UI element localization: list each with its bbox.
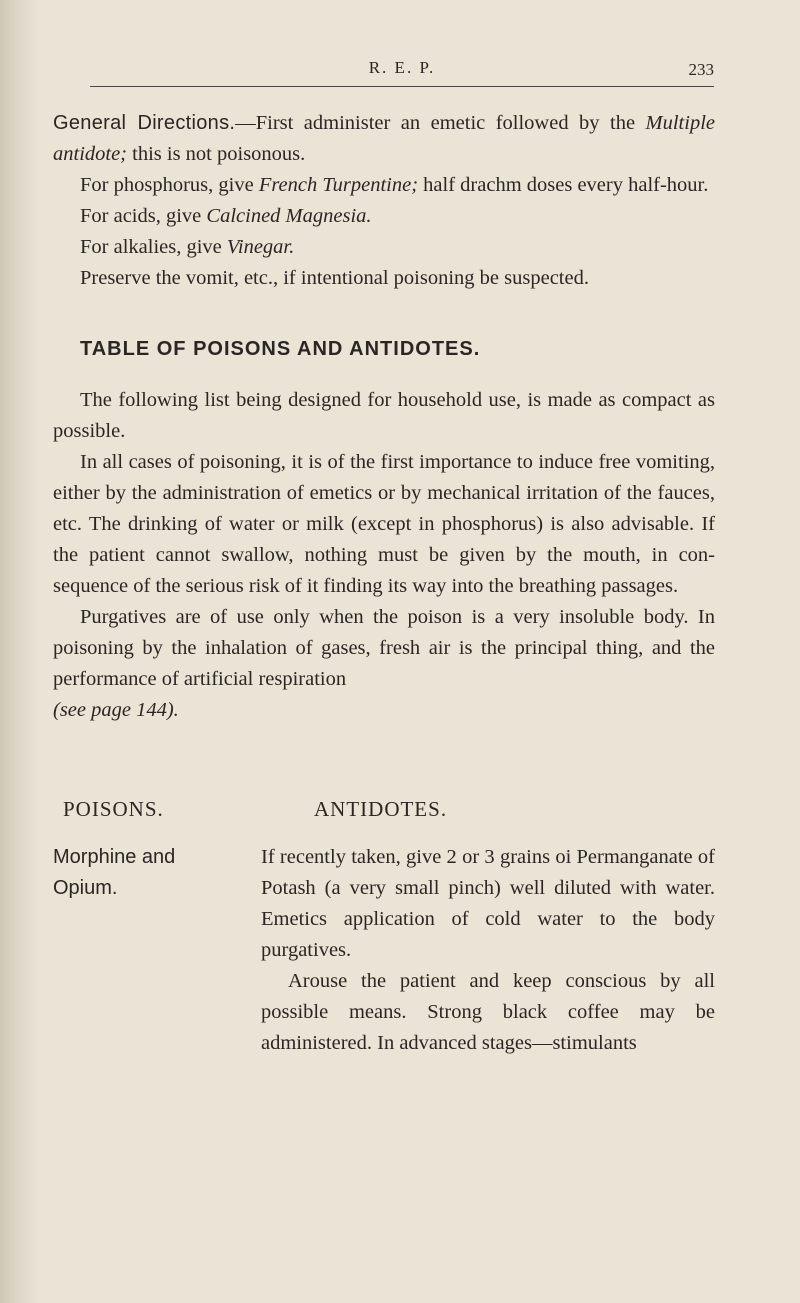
running-head: R. E. P. [368, 58, 436, 77]
page-header [90, 58, 714, 94]
header-rule [90, 86, 714, 87]
poisons-column-header: POISONS. [63, 797, 164, 821]
intro-paragraph: The following list being designed for household use, is made as compact as possible. [53, 389, 715, 442]
poison-entry [53, 842, 715, 1059]
preserve-direction: Preserve the vomit, etc., if intentional poisoning be suspected. [80, 267, 589, 289]
poison-name: Morphine and Opium. [53, 846, 176, 899]
page-edge-shadow [0, 0, 40, 1303]
multiple-antidote: Multiple antidote; [53, 112, 715, 165]
see-page-reference: (see page 144). [53, 699, 179, 721]
vomiting-paragraph: In all cases of poisoning, it is of the first importance to induce free vomiting, either by the administration of emetics or by mechanical irritation of the fauces, etc. The drinking of water or milk (except in phosphorus) is also advisable. If the patient cannot swallow, nothing must be given by the mouth, in con- sequence of the serious risk of it finding its way into the breathing passages. [53, 451, 715, 597]
phosphorus-direction: For phosphorus, give French Turpentine; half drachm doses every half-hour. [80, 174, 709, 196]
page-content [53, 108, 715, 1059]
acids-direction: For acids, give Calcined Magnesia. [80, 205, 372, 227]
table-title: TABLE OF POISONS AND ANTIDOTES. [80, 338, 481, 360]
purgatives-paragraph: Purgatives are of use only when the poison is a very insoluble body. In poisoning by the inhalation of gases, fresh air is the principal thing, and the performance of artificial respiration [53, 606, 715, 690]
antidotes-column-header: ANTIDOTES. [314, 797, 448, 821]
general-directions-heading: General Directions. [53, 112, 236, 134]
column-headers [53, 794, 715, 828]
alkalies-direction: For alkalies, give Vinegar. [80, 236, 295, 258]
antidote-text [261, 842, 715, 1059]
antidote-paragraph: Arouse the patient and keep conscious by all possible means. Strong black coffee may be administered. In advanced stages—stimulants [261, 970, 715, 1054]
antidote-paragraph: If recently taken, give 2 or 3 grains oi Permanganate of Potash (a very small pinch) well diluted with water. Emetics application of cold water to the body purgatives. [261, 846, 715, 961]
general-directions: General Directions.—First administer an emetic followed by the Multiple antidote; this is not poisonous. [53, 112, 715, 165]
page-number: 233 [688, 60, 714, 79]
